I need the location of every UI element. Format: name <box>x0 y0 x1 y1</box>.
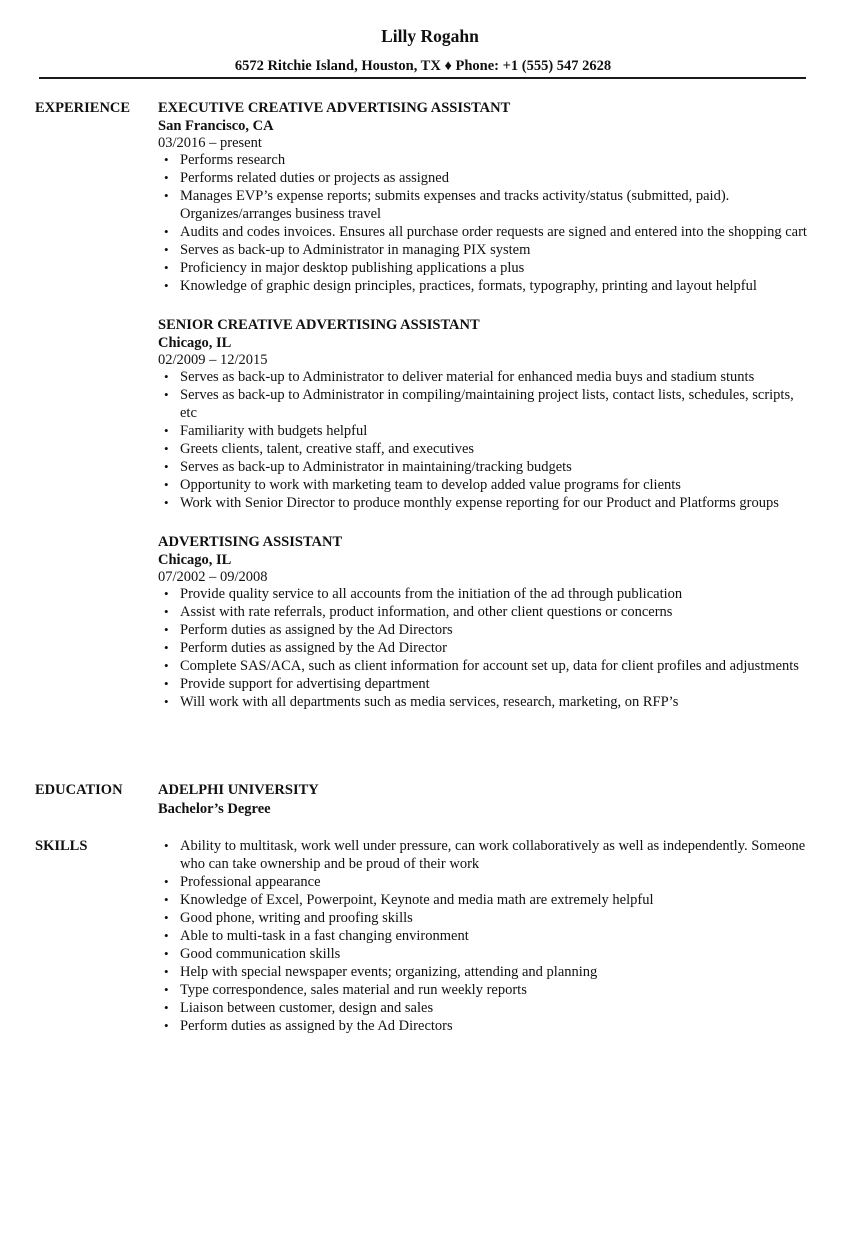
duty-item: • Will work with all departments such as media services, research, marketing, on RFP’s <box>158 693 813 711</box>
contact-line: 6572 Ritchie Island, Houston, TX ♦ Phone: +1 (555) 547 2628 <box>234 58 612 74</box>
job-dates: 03/2016 – present <box>158 135 262 151</box>
duty-item: • Assist with rate referrals, product information, and other client questions or concerns <box>158 603 813 621</box>
duty-item: • Perform duties as assigned by the Ad Directors <box>158 621 813 639</box>
job-dates: 07/2002 – 09/2008 <box>158 569 268 585</box>
duty-item: • Proficiency in major desktop publishing applications a plus <box>158 259 813 277</box>
job-location: Chicago, IL <box>158 552 232 568</box>
duty-item: • Provide quality service to all accounts from the initiation of the ad through publication <box>158 585 813 603</box>
skill-item: • Liaison between customer, design and sales <box>158 999 813 1017</box>
job-duties <box>158 368 813 512</box>
school-name: ADELPHI UNIVERSITY <box>158 782 319 798</box>
job-title: EXECUTIVE CREATIVE ADVERTISING ASSISTANT <box>158 100 511 116</box>
duty-item: • Performs research <box>158 151 813 169</box>
skill-item: • Knowledge of Excel, Powerpoint, Keynote and media math are extremely helpful <box>158 891 813 909</box>
skills-body <box>158 837 813 1035</box>
job-entry <box>158 533 813 711</box>
experience-body <box>158 99 813 732</box>
duty-item: • Complete SAS/ACA, such as client information for account set up, data for client profiles and adjustments <box>158 657 813 675</box>
job-entry <box>158 316 813 512</box>
skill-item: • Ability to multitask, work well under pressure, can work collaboratively as well as independently. Someone who can take ownership and be proud of their work <box>158 837 813 873</box>
skill-item: • Good communication skills <box>158 945 813 963</box>
job-title: SENIOR CREATIVE ADVERTISING ASSISTANT <box>158 317 480 333</box>
skill-item: • Help with special newspaper events; organizing, attending and planning <box>158 963 813 981</box>
degree-name: Bachelor’s Degree <box>158 801 271 817</box>
skills-list <box>158 837 813 1035</box>
job-duties <box>158 585 813 711</box>
duty-item: • Opportunity to work with marketing team to develop added value programs for clients <box>158 476 813 494</box>
job-duties <box>158 151 813 295</box>
duty-item: • Knowledge of graphic design principles, practices, formats, typography, printing and layout helpful <box>158 277 813 295</box>
job-location: Chicago, IL <box>158 335 232 351</box>
duty-item: • Manages EVP’s expense reports; submits expenses and tracks activity/status (submitted, paid). Organizes/arranges business travel <box>158 187 813 223</box>
section-label-education: EDUCATION <box>35 782 123 798</box>
duty-item: • Audits and codes invoices. Ensures all purchase order requests are signed and entered into the shopping cart <box>158 223 813 241</box>
job-entry <box>158 99 813 295</box>
duty-item: • Provide support for advertising department <box>158 675 813 693</box>
duty-item: • Serves as back-up to Administrator to deliver material for enhanced media buys and stadium stunts <box>158 368 813 386</box>
duty-item: • Familiarity with budgets helpful <box>158 422 813 440</box>
job-location: San Francisco, CA <box>158 118 274 134</box>
duty-item: • Greets clients, talent, creative staff, and executives <box>158 440 813 458</box>
duty-item: • Perform duties as assigned by the Ad Director <box>158 639 813 657</box>
header-divider <box>39 77 806 79</box>
duty-item: • Work with Senior Director to produce monthly expense reporting for our Product and Platforms groups <box>158 494 813 512</box>
skill-item: • Good phone, writing and proofing skills <box>158 909 813 927</box>
duty-item: • Serves as back-up to Administrator in managing PIX system <box>158 241 813 259</box>
job-dates: 02/2009 – 12/2015 <box>158 352 268 368</box>
duty-item: • Serves as back-up to Administrator in maintaining/tracking budgets <box>158 458 813 476</box>
candidate-name: Lilly Rogahn <box>381 26 479 46</box>
section-label-experience: EXPERIENCE <box>35 100 131 116</box>
skill-item: • Type correspondence, sales material and run weekly reports <box>158 981 813 999</box>
skill-item: • Perform duties as assigned by the Ad Directors <box>158 1017 813 1035</box>
duty-item: • Performs related duties or projects as assigned <box>158 169 813 187</box>
job-title: ADVERTISING ASSISTANT <box>158 534 343 550</box>
section-label-skills: SKILLS <box>35 838 88 854</box>
duty-item: • Serves as back-up to Administrator in compiling/maintaining project lists, contact lists, schedules, scripts, etc <box>158 386 813 422</box>
education-body <box>158 781 813 819</box>
skill-item: • Professional appearance <box>158 873 813 891</box>
skill-item: • Able to multi-task in a fast changing environment <box>158 927 813 945</box>
